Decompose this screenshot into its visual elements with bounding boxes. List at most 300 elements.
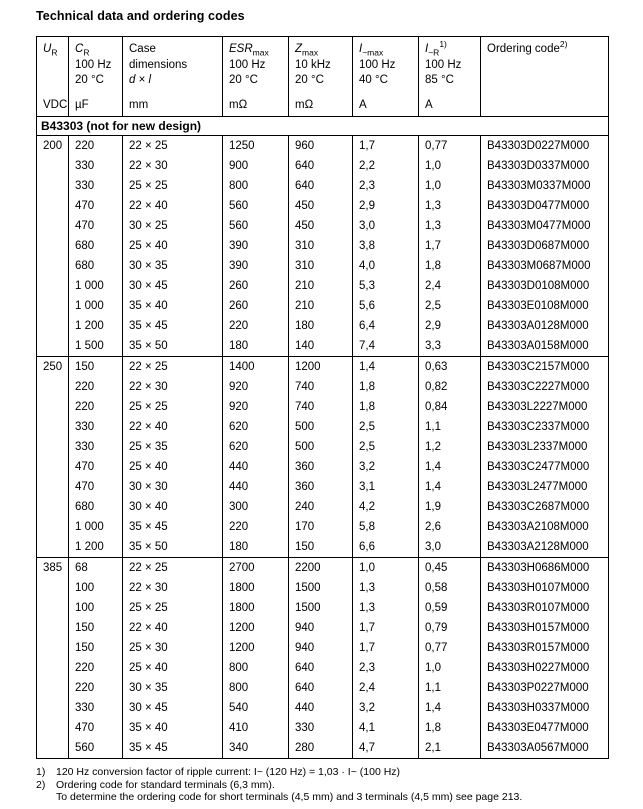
table-row bbox=[37, 417, 609, 437]
case-cell: 35 × 45 bbox=[123, 517, 223, 537]
z-cell: 960 bbox=[289, 136, 353, 157]
ir-cell: 1,8 bbox=[419, 718, 481, 738]
capacitance-cell: 1 000 bbox=[69, 517, 123, 537]
z-cell: 640 bbox=[289, 156, 353, 176]
condition-temperature: 20 °C bbox=[75, 74, 104, 86]
ordering-code-cell: B43303R0157M000 bbox=[481, 638, 609, 658]
imax-cell: 1,7 bbox=[353, 618, 419, 638]
ordering-code-label: Ordering code$^{2)}$ bbox=[487, 39, 568, 55]
case-cell: 30 × 45 bbox=[123, 698, 223, 718]
capacitance-cell: 680 bbox=[69, 256, 123, 276]
ordering-code-cell: B43303H0337M000 bbox=[481, 698, 609, 718]
ir-cell: 2,4 bbox=[419, 276, 481, 296]
voltage-cell bbox=[37, 316, 69, 336]
symbol-esr-max: $ESR_{max}$ bbox=[229, 43, 269, 58]
ordering-code-cell: B43303A0128M000 bbox=[481, 316, 609, 336]
capacitance-cell: 1 000 bbox=[69, 276, 123, 296]
technical-data-table bbox=[36, 36, 609, 759]
ir-cell: 1,4 bbox=[419, 698, 481, 718]
imax-cell: 4,0 bbox=[353, 256, 419, 276]
imax-cell: 1,8 bbox=[353, 377, 419, 397]
ir-cell: 0,79 bbox=[419, 618, 481, 638]
ir-cell: 1,4 bbox=[419, 477, 481, 497]
series-section-title: B43303 (not for new design) bbox=[37, 117, 609, 136]
ordering-code-cell: B43303E0108M000 bbox=[481, 296, 609, 316]
condition-frequency: 100 Hz bbox=[229, 58, 266, 71]
voltage-cell bbox=[37, 437, 69, 457]
table-row bbox=[37, 196, 609, 216]
capacitance-cell: 560 bbox=[69, 738, 123, 759]
z-cell: 2200 bbox=[289, 558, 353, 579]
dimensions-label: dimensions bbox=[129, 58, 188, 71]
z-cell: 310 bbox=[289, 236, 353, 256]
table-row bbox=[37, 678, 609, 698]
esr-cell: 440 bbox=[223, 457, 289, 477]
z-cell: 1500 bbox=[289, 578, 353, 598]
imax-cell: 2,5 bbox=[353, 417, 419, 437]
page-title: Technical data and ordering codes bbox=[36, 9, 245, 23]
table-row bbox=[37, 718, 609, 738]
case-cell: 25 × 30 bbox=[123, 638, 223, 658]
footnote-line: Ordering code for standard terminals (6,3 mm). bbox=[56, 778, 275, 791]
table-row bbox=[37, 457, 609, 477]
capacitance-cell: 220 bbox=[69, 658, 123, 678]
case-cell: 30 × 45 bbox=[123, 276, 223, 296]
z-cell: 1500 bbox=[289, 598, 353, 618]
esr-cell: 540 bbox=[223, 698, 289, 718]
esr-cell: 900 bbox=[223, 156, 289, 176]
imax-cell: 3,2 bbox=[353, 698, 419, 718]
condition-temperature: 20 °C bbox=[295, 74, 324, 86]
ordering-code-cell: B43303L2227M000 bbox=[481, 397, 609, 417]
footnote-1 bbox=[36, 766, 621, 779]
esr-cell: 1800 bbox=[223, 578, 289, 598]
ir-cell: 1,1 bbox=[419, 417, 481, 437]
z-cell: 240 bbox=[289, 497, 353, 517]
capacitance-cell: 150 bbox=[69, 638, 123, 658]
case-cell: 35 × 40 bbox=[123, 296, 223, 316]
ir-cell: 1,0 bbox=[419, 658, 481, 678]
capacitance-cell: 1 200 bbox=[69, 316, 123, 336]
condition-frequency: 100 Hz bbox=[75, 58, 112, 71]
z-cell: 1200 bbox=[289, 357, 353, 378]
imax-cell: 1,4 bbox=[353, 357, 419, 378]
z-cell: 640 bbox=[289, 658, 353, 678]
table-row bbox=[37, 598, 609, 618]
table-row bbox=[37, 276, 609, 296]
imax-cell: 4,2 bbox=[353, 497, 419, 517]
voltage-cell bbox=[37, 256, 69, 276]
esr-cell: 390 bbox=[223, 236, 289, 256]
table-row bbox=[37, 256, 609, 276]
condition-temperature: 85 °C bbox=[425, 74, 454, 86]
capacitance-cell: 680 bbox=[69, 236, 123, 256]
ordering-code-cell: B43303R0107M000 bbox=[481, 598, 609, 618]
esr-cell: 260 bbox=[223, 296, 289, 316]
ordering-code-cell: B43303C2157M000 bbox=[481, 357, 609, 378]
case-cell: 25 × 25 bbox=[123, 598, 223, 618]
ordering-code-cell: B43303C2337M000 bbox=[481, 417, 609, 437]
ordering-code-cell: B43303C2227M000 bbox=[481, 377, 609, 397]
ordering-code-cell: B43303H0227M000 bbox=[481, 658, 609, 678]
footnote-marker: 2) bbox=[36, 778, 46, 791]
imax-cell: 7,4 bbox=[353, 336, 419, 357]
ir-cell: 2,5 bbox=[419, 296, 481, 316]
ir-cell: 0,82 bbox=[419, 377, 481, 397]
table-row bbox=[37, 216, 609, 236]
col-header-capacitance bbox=[69, 37, 123, 117]
imax-cell: 1,7 bbox=[353, 638, 419, 658]
voltage-cell: 250 bbox=[37, 357, 69, 378]
table-row bbox=[37, 658, 609, 678]
z-cell: 450 bbox=[289, 196, 353, 216]
ordering-code-cell: B43303E0477M000 bbox=[481, 718, 609, 738]
condition-temperature: 40 °C bbox=[359, 74, 388, 86]
esr-cell: 340 bbox=[223, 738, 289, 759]
imax-cell: 1,7 bbox=[353, 136, 419, 157]
esr-cell: 620 bbox=[223, 417, 289, 437]
z-cell: 640 bbox=[289, 678, 353, 698]
voltage-cell bbox=[37, 276, 69, 296]
esr-cell: 1250 bbox=[223, 136, 289, 157]
ordering-code-cell: B43303L2477M000 bbox=[481, 477, 609, 497]
table-row bbox=[37, 537, 609, 558]
z-cell: 940 bbox=[289, 618, 353, 638]
ordering-code-cell: B43303P0227M000 bbox=[481, 678, 609, 698]
capacitance-cell: 150 bbox=[69, 618, 123, 638]
ir-cell: 1,1 bbox=[419, 678, 481, 698]
voltage-cell bbox=[37, 397, 69, 417]
case-cell: 22 × 40 bbox=[123, 618, 223, 638]
voltage-cell bbox=[37, 216, 69, 236]
case-cell: 22 × 25 bbox=[123, 558, 223, 579]
footnote-marker: 1) bbox=[36, 766, 46, 778]
ir-cell: 0,63 bbox=[419, 357, 481, 378]
esr-cell: 560 bbox=[223, 216, 289, 236]
case-cell: 25 × 25 bbox=[123, 176, 223, 196]
symbol-i-r: $I_{\sim R}^{1)}$ bbox=[425, 39, 447, 58]
voltage-cell bbox=[37, 738, 69, 759]
esr-cell: 920 bbox=[223, 377, 289, 397]
capacitance-cell: 220 bbox=[69, 136, 123, 157]
z-cell: 280 bbox=[289, 738, 353, 759]
voltage-cell bbox=[37, 618, 69, 638]
voltage-cell bbox=[37, 658, 69, 678]
case-cell: 30 × 35 bbox=[123, 678, 223, 698]
capacitance-cell: 470 bbox=[69, 196, 123, 216]
z-cell: 940 bbox=[289, 638, 353, 658]
case-cell: 25 × 40 bbox=[123, 658, 223, 678]
table-row bbox=[37, 156, 609, 176]
voltage-cell bbox=[37, 296, 69, 316]
imax-cell: 1,0 bbox=[353, 558, 419, 579]
voltage-cell bbox=[37, 638, 69, 658]
condition-frequency: 100 Hz bbox=[359, 58, 396, 71]
capacitance-cell: 330 bbox=[69, 437, 123, 457]
z-cell: 500 bbox=[289, 437, 353, 457]
capacitance-cell: 470 bbox=[69, 457, 123, 477]
ir-cell: 3,3 bbox=[419, 336, 481, 357]
condition-frequency: 10 kHz bbox=[295, 58, 331, 71]
case-cell: 30 × 25 bbox=[123, 216, 223, 236]
table-row bbox=[37, 558, 609, 579]
case-cell: 35 × 50 bbox=[123, 336, 223, 357]
z-cell: 310 bbox=[289, 256, 353, 276]
footnotes bbox=[36, 766, 621, 804]
ir-cell: 0,58 bbox=[419, 578, 481, 598]
z-cell: 450 bbox=[289, 216, 353, 236]
unit-a: A bbox=[425, 98, 433, 111]
ir-cell: 0,45 bbox=[419, 558, 481, 579]
z-cell: 360 bbox=[289, 457, 353, 477]
ordering-code-cell: B43303A2128M000 bbox=[481, 537, 609, 558]
esr-cell: 220 bbox=[223, 517, 289, 537]
imax-cell: 2,3 bbox=[353, 176, 419, 196]
table-row bbox=[37, 517, 609, 537]
z-cell: 740 bbox=[289, 397, 353, 417]
ordering-code-cell: B43303C2687M000 bbox=[481, 497, 609, 517]
col-header-rated-voltage bbox=[37, 37, 69, 117]
voltage-cell bbox=[37, 417, 69, 437]
ir-cell: 2,6 bbox=[419, 517, 481, 537]
table-row bbox=[37, 357, 609, 378]
case-label: Case bbox=[129, 43, 156, 55]
ordering-code-cell: B43303D0108M000 bbox=[481, 276, 609, 296]
capacitance-cell: 150 bbox=[69, 357, 123, 378]
ir-cell: 1,0 bbox=[419, 156, 481, 176]
symbol-i-max: $I_{\sim max}$ bbox=[359, 43, 384, 58]
ir-cell: 2,9 bbox=[419, 316, 481, 336]
voltage-cell: 200 bbox=[37, 136, 69, 157]
ir-cell: 0,59 bbox=[419, 598, 481, 618]
imax-cell: 1,8 bbox=[353, 397, 419, 417]
voltage-cell bbox=[37, 598, 69, 618]
case-cell: 22 × 40 bbox=[123, 196, 223, 216]
condition-frequency: 100 Hz bbox=[425, 58, 462, 71]
voltage-cell bbox=[37, 497, 69, 517]
ir-cell: 1,4 bbox=[419, 457, 481, 477]
col-header-case-dimensions bbox=[123, 37, 223, 117]
imax-cell: 5,3 bbox=[353, 276, 419, 296]
capacitance-cell: 100 bbox=[69, 598, 123, 618]
capacitance-cell: 1 000 bbox=[69, 296, 123, 316]
table-row bbox=[37, 477, 609, 497]
ir-cell: 1,8 bbox=[419, 256, 481, 276]
ir-cell: 1,7 bbox=[419, 236, 481, 256]
table-row bbox=[37, 336, 609, 357]
case-cell: 35 × 50 bbox=[123, 537, 223, 558]
table-row bbox=[37, 397, 609, 417]
capacitance-cell: 100 bbox=[69, 578, 123, 598]
ir-cell: 3,0 bbox=[419, 537, 481, 558]
ordering-code-cell: B43303A0158M000 bbox=[481, 336, 609, 357]
capacitance-cell: 330 bbox=[69, 417, 123, 437]
esr-cell: 1200 bbox=[223, 638, 289, 658]
voltage-cell bbox=[37, 176, 69, 196]
ordering-code-cell: B43303H0107M000 bbox=[481, 578, 609, 598]
ir-cell: 1,2 bbox=[419, 437, 481, 457]
condition-temperature: 20 °C bbox=[229, 74, 258, 86]
ir-cell: 1,3 bbox=[419, 196, 481, 216]
case-cell: 35 × 45 bbox=[123, 738, 223, 759]
table-row bbox=[37, 618, 609, 638]
z-cell: 440 bbox=[289, 698, 353, 718]
z-cell: 140 bbox=[289, 336, 353, 357]
imax-cell: 5,8 bbox=[353, 517, 419, 537]
ordering-code-cell: B43303M0687M000 bbox=[481, 256, 609, 276]
case-cell: 22 × 40 bbox=[123, 417, 223, 437]
imax-cell: 2,3 bbox=[353, 658, 419, 678]
esr-cell: 180 bbox=[223, 537, 289, 558]
ir-cell: 0,77 bbox=[419, 638, 481, 658]
voltage-cell bbox=[37, 477, 69, 497]
footnote-text bbox=[56, 779, 621, 804]
case-cell: 25 × 25 bbox=[123, 397, 223, 417]
esr-cell: 620 bbox=[223, 437, 289, 457]
table-row bbox=[37, 136, 609, 157]
ordering-code-cell: B43303M0337M000 bbox=[481, 176, 609, 196]
capacitance-cell: 220 bbox=[69, 377, 123, 397]
ir-cell: 2,1 bbox=[419, 738, 481, 759]
header-row bbox=[37, 37, 609, 117]
col-header-ripple-current-rated bbox=[419, 37, 481, 117]
imax-cell: 2,4 bbox=[353, 678, 419, 698]
z-cell: 360 bbox=[289, 477, 353, 497]
col-header-ordering-code bbox=[481, 37, 609, 117]
capacitance-cell: 330 bbox=[69, 156, 123, 176]
esr-cell: 800 bbox=[223, 678, 289, 698]
esr-cell: 390 bbox=[223, 256, 289, 276]
col-header-ripple-current-max bbox=[353, 37, 419, 117]
case-cell: 30 × 40 bbox=[123, 497, 223, 517]
table-row bbox=[37, 437, 609, 457]
symbol-ur: $U_R$ bbox=[43, 43, 58, 58]
case-cell: 22 × 30 bbox=[123, 578, 223, 598]
ir-cell: 0,77 bbox=[419, 136, 481, 157]
voltage-cell bbox=[37, 517, 69, 537]
esr-cell: 220 bbox=[223, 316, 289, 336]
imax-cell: 1,3 bbox=[353, 578, 419, 598]
capacitance-cell: 330 bbox=[69, 176, 123, 196]
footnote-text: 120 Hz conversion factor of ripple current: I~ (120 Hz) = 1,03 · I~ (100 Hz) bbox=[56, 766, 401, 778]
esr-cell: 2700 bbox=[223, 558, 289, 579]
case-cell: 25 × 40 bbox=[123, 457, 223, 477]
voltage-cell bbox=[37, 336, 69, 357]
voltage-cell bbox=[37, 196, 69, 216]
esr-cell: 410 bbox=[223, 718, 289, 738]
capacitance-cell: 470 bbox=[69, 216, 123, 236]
imax-cell: 2,9 bbox=[353, 196, 419, 216]
voltage-cell bbox=[37, 537, 69, 558]
series-section-row bbox=[37, 117, 609, 136]
table-row bbox=[37, 638, 609, 658]
symbol-d-x-l: d × l bbox=[129, 74, 152, 86]
esr-cell: 1800 bbox=[223, 598, 289, 618]
case-cell: 30 × 35 bbox=[123, 256, 223, 276]
voltage-group-250 bbox=[37, 357, 609, 558]
ir-cell: 1,3 bbox=[419, 216, 481, 236]
ordering-code-cell: B43303D0227M000 bbox=[481, 136, 609, 157]
esr-cell: 260 bbox=[223, 276, 289, 296]
voltage-cell bbox=[37, 156, 69, 176]
esr-cell: 1200 bbox=[223, 618, 289, 638]
case-cell: 22 × 30 bbox=[123, 377, 223, 397]
ordering-code-cell: B43303D0337M000 bbox=[481, 156, 609, 176]
case-cell: 22 × 30 bbox=[123, 156, 223, 176]
imax-cell: 6,6 bbox=[353, 537, 419, 558]
capacitance-cell: 220 bbox=[69, 678, 123, 698]
esr-cell: 560 bbox=[223, 196, 289, 216]
voltage-cell bbox=[37, 457, 69, 477]
unit-mohm: mΩ bbox=[229, 98, 248, 111]
z-cell: 150 bbox=[289, 537, 353, 558]
z-cell: 210 bbox=[289, 296, 353, 316]
voltage-cell bbox=[37, 718, 69, 738]
unit-mm: mm bbox=[129, 98, 149, 111]
table-row bbox=[37, 578, 609, 598]
ir-cell: 1,9 bbox=[419, 497, 481, 517]
z-cell: 330 bbox=[289, 718, 353, 738]
col-header-impedance bbox=[289, 37, 353, 117]
case-cell: 35 × 40 bbox=[123, 718, 223, 738]
capacitance-cell: 220 bbox=[69, 397, 123, 417]
table-row bbox=[37, 176, 609, 196]
case-cell: 25 × 40 bbox=[123, 236, 223, 256]
capacitance-cell: 470 bbox=[69, 477, 123, 497]
ir-cell: 1,0 bbox=[419, 176, 481, 196]
z-cell: 640 bbox=[289, 176, 353, 196]
esr-cell: 1400 bbox=[223, 357, 289, 378]
esr-cell: 440 bbox=[223, 477, 289, 497]
esr-cell: 920 bbox=[223, 397, 289, 417]
capacitance-cell: 1 500 bbox=[69, 336, 123, 357]
voltage-group-200 bbox=[37, 136, 609, 357]
capacitance-cell: 680 bbox=[69, 497, 123, 517]
voltage-cell bbox=[37, 236, 69, 256]
unit-mohm: mΩ bbox=[295, 98, 314, 111]
unit-a: A bbox=[359, 98, 367, 111]
ordering-code-cell: B43303D0477M000 bbox=[481, 196, 609, 216]
imax-cell: 3,8 bbox=[353, 236, 419, 256]
symbol-z-max: $Z_{max}$ bbox=[295, 43, 319, 58]
unit-vdc: VDC bbox=[43, 98, 68, 111]
imax-cell: 6,4 bbox=[353, 316, 419, 336]
imax-cell: 4,1 bbox=[353, 718, 419, 738]
imax-cell: 2,5 bbox=[353, 437, 419, 457]
ordering-code-cell: B43303A0567M000 bbox=[481, 738, 609, 759]
symbol-cr: $C_R$ bbox=[75, 43, 90, 58]
unit-uf: µF bbox=[75, 98, 89, 111]
z-cell: 180 bbox=[289, 316, 353, 336]
ordering-code-cell: B43303M0477M000 bbox=[481, 216, 609, 236]
ordering-code-cell: B43303D0687M000 bbox=[481, 236, 609, 256]
voltage-cell bbox=[37, 377, 69, 397]
ordering-code-cell: B43303L2337M000 bbox=[481, 437, 609, 457]
imax-cell: 3,2 bbox=[353, 457, 419, 477]
imax-cell: 2,2 bbox=[353, 156, 419, 176]
case-cell: 30 × 30 bbox=[123, 477, 223, 497]
imax-cell: 4,7 bbox=[353, 738, 419, 759]
voltage-cell: 385 bbox=[37, 558, 69, 579]
table-row bbox=[37, 296, 609, 316]
ir-cell: 0,84 bbox=[419, 397, 481, 417]
table-row bbox=[37, 698, 609, 718]
col-header-esr bbox=[223, 37, 289, 117]
ordering-code-cell: B43303C2477M000 bbox=[481, 457, 609, 477]
table-row bbox=[37, 497, 609, 517]
voltage-cell bbox=[37, 698, 69, 718]
table-row bbox=[37, 377, 609, 397]
